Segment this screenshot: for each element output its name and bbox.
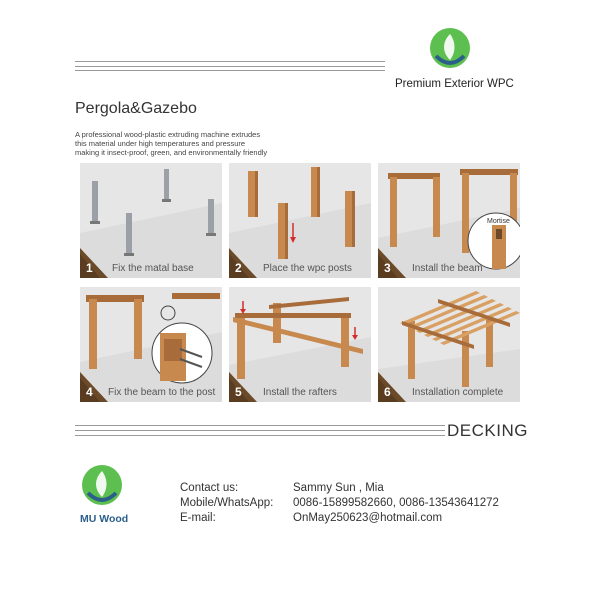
step-card-6 (378, 287, 520, 402)
step-card-3 (378, 163, 520, 278)
mu-wood-logo-icon (80, 463, 124, 507)
step-label: Fix the matal base (112, 263, 194, 274)
description (75, 130, 315, 157)
decking-rule-3 (75, 435, 445, 436)
step-number: 3 (384, 261, 391, 275)
step-card-4 (80, 287, 222, 402)
step-badge (378, 248, 406, 278)
step-label: Install the beam (412, 263, 483, 274)
contact-value: Sammy Sun , Mia (293, 482, 384, 494)
step-badge (80, 248, 108, 278)
step-label: Installation complete (412, 387, 504, 398)
step-number: 6 (384, 385, 391, 399)
step-badge (229, 248, 257, 278)
description-line: making it insect-proof, green, and environmentally friendly (75, 148, 268, 157)
step-number: 1 (86, 261, 93, 275)
step-label: Place the wpc posts (263, 263, 352, 274)
step-number: 5 (235, 385, 242, 399)
top-rule-3 (75, 70, 385, 71)
email-label: E-mail: (180, 512, 216, 524)
step-label: Install the rafters (263, 387, 337, 398)
decking-rule-1 (75, 425, 445, 426)
step-badge (229, 372, 257, 402)
mortise-callout: Mortise (487, 218, 510, 225)
company-name: MU Wood (80, 513, 129, 525)
description-line: A professional wood-plastic extruding machine extrudes (75, 130, 261, 139)
decking-heading: DECKING (447, 421, 528, 440)
decking-rule-2 (75, 430, 445, 431)
step-badge (80, 372, 108, 402)
step-number: 4 (86, 385, 93, 399)
brand-logo-icon (428, 26, 472, 70)
description-line: this material under high temperatures and pressure (75, 139, 246, 148)
mobile-value: 0086-15899582660, 0086-13543641272 (293, 497, 499, 509)
top-rule-2 (75, 66, 385, 67)
brand-tagline: Premium Exterior WPC (395, 78, 514, 90)
step-card-2 (229, 163, 371, 278)
step-number: 2 (235, 261, 242, 275)
top-rule-1 (75, 61, 385, 62)
step-label: Fix the beam to the post (108, 387, 216, 398)
mobile-label: Mobile/WhatsApp: (180, 497, 274, 509)
step-badge (378, 372, 406, 402)
page-title: Pergola&Gazebo (75, 100, 197, 117)
step-card-5 (229, 287, 371, 402)
step-card-1 (80, 163, 222, 278)
email-link[interactable]: OnMay250623@hotmail.com (293, 512, 443, 524)
contact-label: Contact us: (180, 482, 239, 494)
